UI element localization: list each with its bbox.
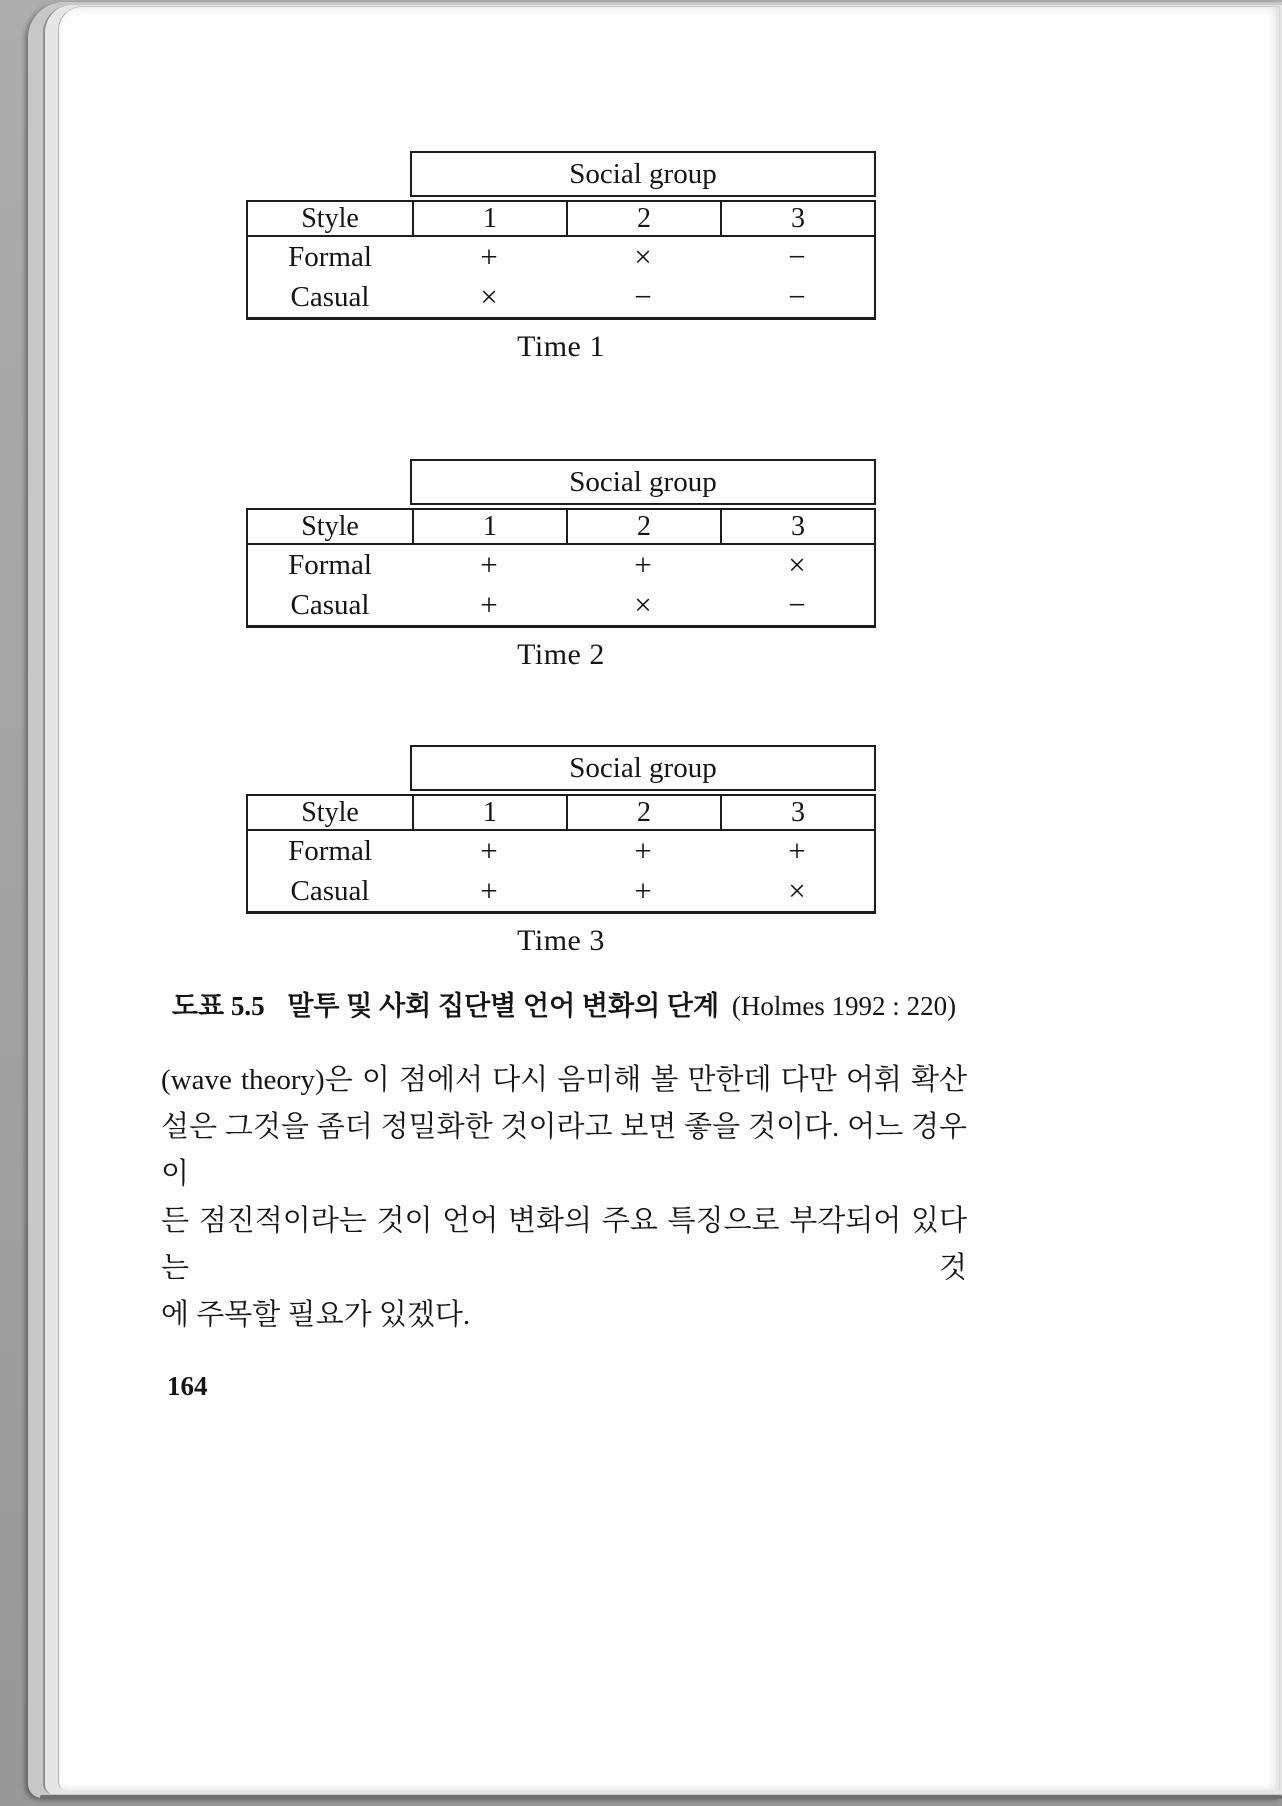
- column-header-3: 3: [720, 796, 874, 829]
- body-line: 든 점진적이라는 것이 언어 변화의 주요 특징으로 부각되어 있다는 것: [161, 1205, 967, 1284]
- group-header-cell: Social group: [410, 151, 876, 197]
- time-caption: Time 3: [517, 924, 605, 957]
- style-header-cell: Style: [301, 511, 359, 542]
- corner-spacer: [246, 745, 410, 791]
- column-header-2: 2: [566, 202, 720, 235]
- table-row: [246, 745, 876, 791]
- symbol-cell: ×: [788, 547, 806, 582]
- table-row-casual: [248, 585, 874, 625]
- symbol-cell: −: [788, 239, 806, 274]
- row-label: Formal: [288, 835, 372, 867]
- corner-spacer: [246, 459, 410, 505]
- column-header-1: 1: [412, 796, 566, 829]
- row-label: Formal: [288, 241, 372, 273]
- figure-caption-text: 말투 및 사회 집단별 언어 변화의 단계: [287, 991, 720, 1021]
- table-row: [246, 459, 876, 505]
- symbol-cell: +: [788, 833, 806, 868]
- table-row-casual: [248, 871, 874, 911]
- figure-time-2: [246, 459, 876, 672]
- group-header-cell: Social group: [410, 745, 876, 791]
- symbol-cell: ×: [480, 279, 498, 314]
- table-body: [246, 831, 876, 914]
- book-bottom-edge: [40, 1795, 1282, 1799]
- symbol-cell: −: [634, 279, 652, 314]
- row-label: Formal: [288, 549, 372, 581]
- table-header-row: [246, 200, 876, 237]
- table-row-formal: [248, 237, 874, 277]
- symbol-cell: +: [634, 873, 652, 908]
- table-header-row: [246, 794, 876, 831]
- time-caption: Time 1: [517, 330, 605, 363]
- table-body: [246, 545, 876, 628]
- style-header-cell: Style: [301, 203, 359, 234]
- column-header-3: 3: [720, 510, 874, 543]
- table-header-row: [246, 508, 876, 545]
- figure-caption-label: 도표 5.5: [171, 991, 265, 1021]
- symbol-cell: +: [480, 833, 498, 868]
- symbol-cell: +: [480, 873, 498, 908]
- column-header-1: 1: [412, 510, 566, 543]
- column-header-2: 2: [566, 510, 720, 543]
- corner-spacer: [246, 151, 410, 197]
- symbol-cell: ×: [788, 873, 806, 908]
- symbol-cell: +: [634, 547, 652, 582]
- symbol-cell: +: [634, 833, 652, 868]
- column-header-2: 2: [566, 796, 720, 829]
- symbol-cell: +: [480, 587, 498, 622]
- symbol-cell: +: [480, 239, 498, 274]
- style-header-cell: Style: [301, 797, 359, 828]
- symbol-cell: −: [788, 279, 806, 314]
- row-label: Casual: [290, 875, 370, 907]
- table-row: [246, 151, 876, 197]
- column-header-1: 1: [412, 202, 566, 235]
- scanned-book-page: [58, 6, 1280, 1790]
- table-row-casual: [248, 277, 874, 317]
- figure-time-1: [246, 151, 876, 364]
- symbol-cell: −: [788, 587, 806, 622]
- row-label: Casual: [290, 281, 370, 313]
- body-paragraph: [161, 1057, 967, 1339]
- body-line: 설은 그것을 좀더 정밀화한 것이라고 보면 좋을 것이다. 어느 경우이: [161, 1111, 967, 1190]
- column-header-3: 3: [720, 202, 874, 235]
- page-number: 164: [167, 1371, 208, 1401]
- table-row-formal: [248, 545, 874, 585]
- body-line: (wave theory)은 이 점에서 다시 음미해 볼 만한데 다만 어휘 확산: [161, 1064, 967, 1096]
- table-body: [246, 237, 876, 320]
- body-line: 에 주목할 필요가 있겠다.: [161, 1299, 471, 1331]
- table-row-formal: [248, 831, 874, 871]
- symbol-cell: +: [480, 547, 498, 582]
- time-caption: Time 2: [517, 638, 605, 671]
- figure-time-3: [246, 745, 876, 958]
- symbol-cell: ×: [634, 587, 652, 622]
- group-header-cell: Social group: [410, 459, 876, 505]
- figure-caption: [159, 984, 969, 1023]
- symbol-cell: ×: [634, 239, 652, 274]
- figure-caption-reference: (Holmes 1992 : 220): [731, 991, 957, 1021]
- row-label: Casual: [290, 589, 370, 621]
